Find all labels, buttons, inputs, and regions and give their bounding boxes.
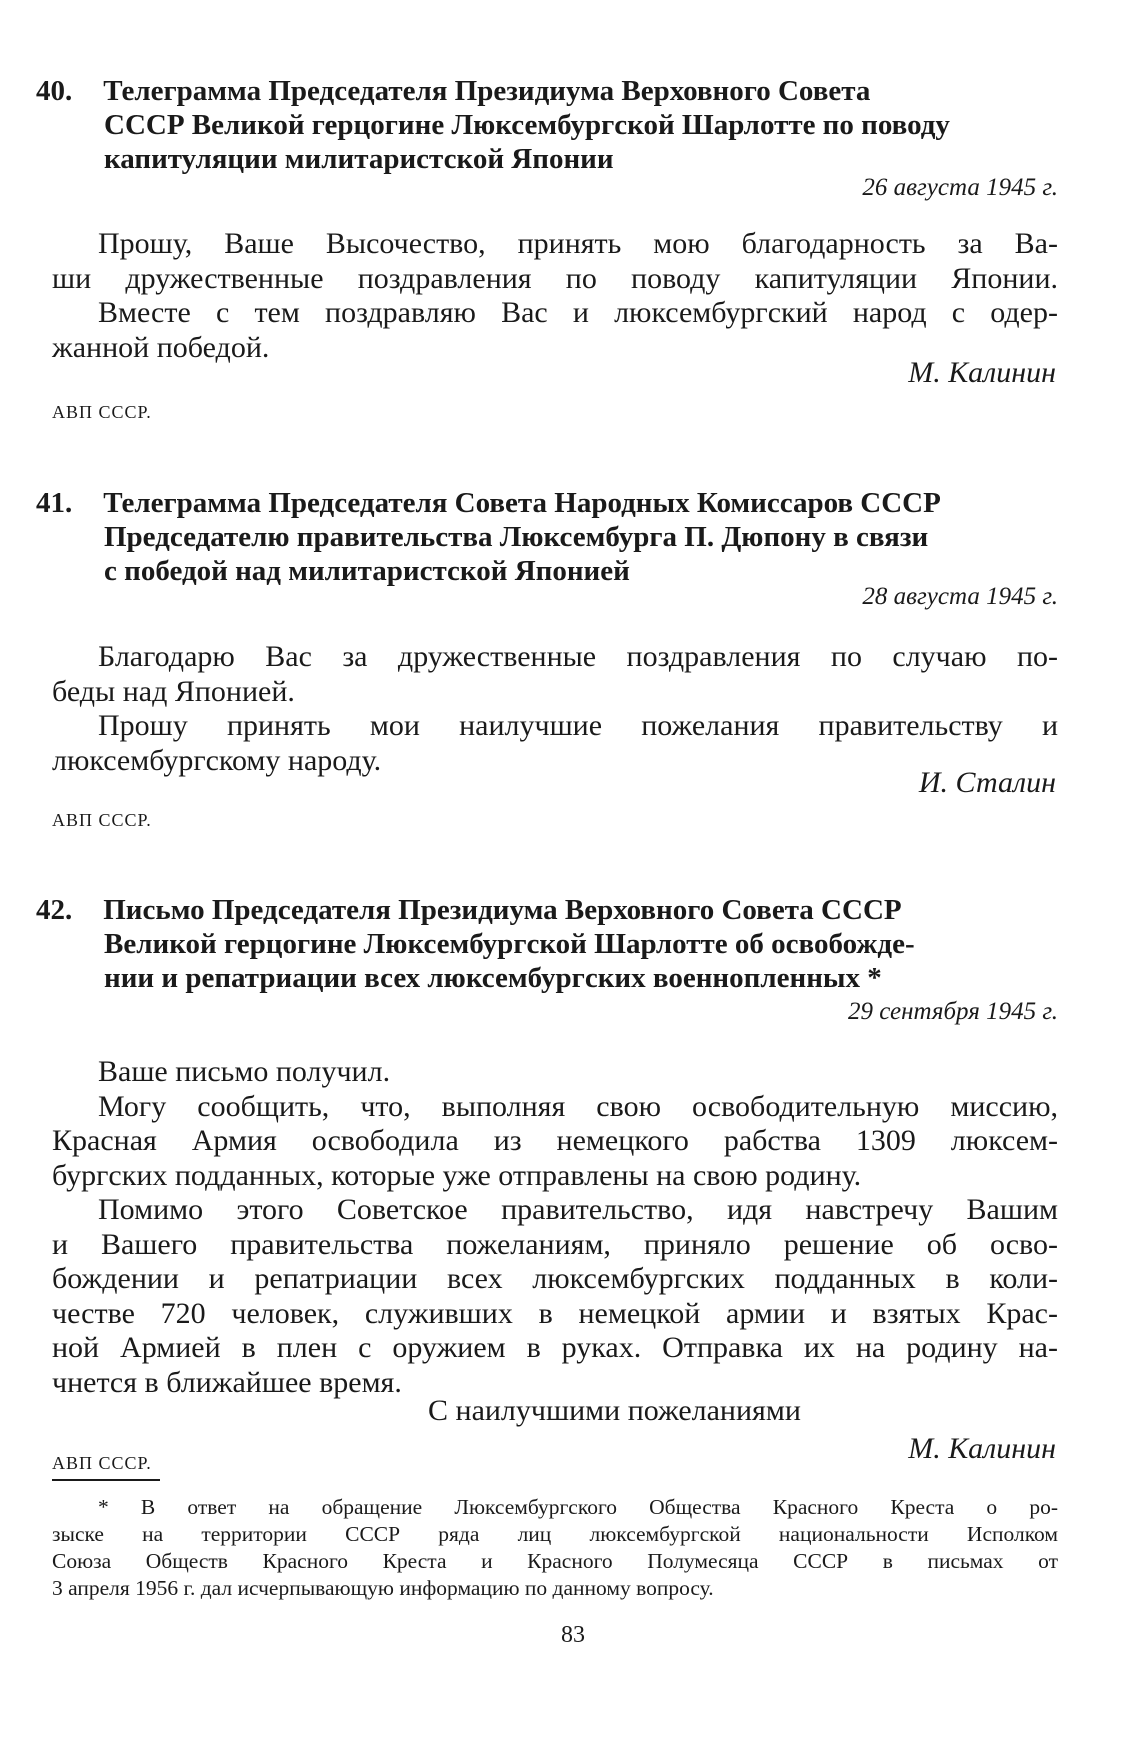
doc42-signature: М. Калинин xyxy=(908,1432,1056,1465)
doc42-heading-line-2: Великой герцогине Люксембургской Шарлотте об освобожде- xyxy=(104,928,915,960)
doc40-heading-line-1: 40. Телеграмма Председателя Президиума Верховного Совета xyxy=(36,75,871,107)
doc42-body-line-1: Ваше письмо получил. xyxy=(98,1055,391,1088)
doc42-body-line-8: честве 720 человек, служивших в немецкой армии и взятых Крас- xyxy=(52,1296,1058,1330)
footnote-divider xyxy=(52,1479,160,1481)
doc41-heading-line-1: 41. Телеграмма Председателя Совета Народных Комиссаров СССР xyxy=(36,487,941,519)
doc41-number: 41. xyxy=(36,487,73,519)
doc40-body-line-4: жанной победой. xyxy=(52,330,270,364)
doc42-body-line-2: Могу сообщить, что, выполняя свою освободительную миссию, xyxy=(98,1089,1058,1123)
footnote xyxy=(52,1494,1058,1602)
doc40-date: 26 августа 1945 г. xyxy=(862,174,1058,201)
page-number: 83 xyxy=(561,1622,585,1648)
doc42-body-line-4: бургских подданных, которые уже отправлены на свою родину. xyxy=(52,1158,862,1192)
doc41-body xyxy=(52,640,1058,778)
doc42-heading-line-1: 42. Письмо Председателя Президиума Верховного Совета СССР xyxy=(36,894,902,926)
doc42-date: 29 сентября 1945 г. xyxy=(847,998,1058,1025)
doc40-archive: АВП СССР. xyxy=(52,402,152,422)
doc41-date: 28 августа 1945 г. xyxy=(862,583,1058,610)
doc42-body-line-3: Красная Армия освободила из немецкого рабства 1309 люксем- xyxy=(52,1124,1058,1157)
doc42-greeting: С наилучшими пожеланиями xyxy=(428,1394,801,1427)
doc41-heading-line-2: Председателю правительства Люксембурга П. Дюпону в связи xyxy=(104,521,929,553)
doc42-body-line-9: ной Армией в плен с оружием в руках. Отправка их на родину на- xyxy=(52,1331,1058,1364)
doc41-heading-line-3: с победой над милитаристской Японией xyxy=(104,555,630,587)
doc41-body-line-1: Благодарю Вас за дружественные поздравления по случаю по- xyxy=(98,640,1058,673)
doc42-heading xyxy=(36,893,1060,995)
doc41-heading xyxy=(36,486,1060,588)
doc41-body-line-3: Прошу принять мои наилучшие пожелания правительству и xyxy=(98,709,1058,742)
doc42-archive: АВП СССР. xyxy=(52,1453,152,1473)
doc40-body-line-2: ши дружественные поздравления по поводу капитуляции Японии. xyxy=(52,261,1058,295)
doc40-body-line-1: Прошу, Ваше Высочество, принять мою благодарность за Ва- xyxy=(98,227,1058,260)
doc40-number: 40. xyxy=(36,75,73,107)
doc42-heading-line-3: нии и репатриации всех люксембургских военнопленных * xyxy=(104,962,882,994)
footnote-line-3: Союза Обществ Красного Креста и Красного Полумесяца СССР в письмах от xyxy=(52,1549,1058,1573)
doc40-heading-line-3: капитуляции милитаристской Японии xyxy=(104,143,614,175)
doc41-body-line-4: люксембургскому народу. xyxy=(52,743,382,777)
doc40-heading-line-2: СССР Великой герцогине Люксембургской Шарлотте по поводу xyxy=(104,109,950,141)
doc40-signature: М. Калинин xyxy=(908,356,1056,389)
doc40-body-line-3: Вместе с тем поздравляю Вас и люксембургский народ с одер- xyxy=(98,296,1058,329)
footnote-line-4: 3 апреля 1956 г. дал исчерпывающую информацию по данному вопросу. xyxy=(52,1576,714,1600)
doc42-body-line-10: чнется в ближайшее время. xyxy=(52,1365,402,1399)
doc41-signature: И. Сталин xyxy=(918,766,1056,799)
doc41-body-line-2: беды над Японией. xyxy=(52,674,295,708)
doc40-body xyxy=(52,227,1058,365)
footnote-line-2: зыске на территории СССР ряда лиц люксембургской национальности Исполком xyxy=(52,1522,1058,1546)
footnote-line-1: * В ответ на обращение Люксембургского Общества Красного Креста о ро- xyxy=(98,1495,1058,1519)
doc42-body xyxy=(52,1055,1058,1400)
doc41-archive: АВП СССР. xyxy=(52,810,152,830)
doc42-number: 42. xyxy=(36,894,73,926)
doc42-body-line-7: бождении и репатриации всех люксембургских подданных в коли- xyxy=(52,1262,1058,1295)
doc40-heading xyxy=(36,74,1060,176)
doc42-body-line-5: Помимо этого Советское правительство, идя навстречу Вашим xyxy=(98,1193,1058,1226)
doc42-body-line-6: и Вашего правительства пожеланиям, приняло решение об осво- xyxy=(52,1227,1058,1261)
